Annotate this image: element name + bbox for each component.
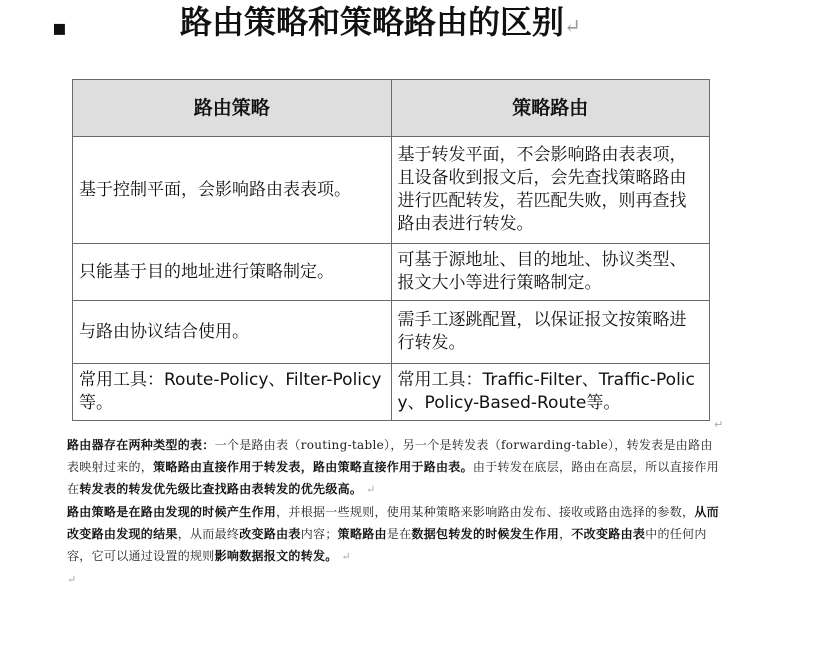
table-cell: 需手工逐跳配置，以保证报文按策略进行转发。 [391, 301, 710, 364]
table-end-mark-icon: ↵ [714, 418, 724, 431]
table-cell: 常用工具：Route-Policy、Filter-Policy等。 [73, 364, 392, 421]
table-header-row [73, 80, 710, 137]
header-policy-routing: 策略路由 [391, 80, 710, 137]
bullet-marker: ▪ [52, 16, 67, 41]
text-run: 一个是路由表（routing-table），另一个是转发表（forwarding-table），转发表是由路由表映射过来的， [67, 438, 713, 474]
table-row [73, 364, 710, 421]
page-title [180, 2, 581, 46]
text-run: ，从而最终 [177, 527, 240, 541]
text-run: 是在 [386, 527, 412, 541]
title-text: 路由策略和策略路由的区别 [180, 3, 565, 41]
bold-text-run: 路由策略是在路由发现的时候产生作用 [67, 505, 277, 519]
paragraph-mark-icon: ↵ [362, 483, 376, 496]
notes-section [67, 434, 722, 591]
paragraph-mark-icon: ↵ [67, 573, 77, 586]
table-cell: 只能基于目的地址进行策略制定。 [73, 244, 392, 301]
header-routing-policy: 路由策略 [73, 80, 392, 137]
table-row [73, 301, 710, 364]
bold-text-run: 数据包转发的时候发生作用 [411, 527, 560, 541]
bold-text-run: 策略路由直接作用于转发表，路由策略直接作用于路由表。 [153, 460, 473, 474]
table-row [73, 244, 710, 301]
paragraph-mark-icon: ↵ [564, 14, 581, 38]
bold-text-run: 改变路由表 [239, 527, 301, 541]
table-cell: 可基于源地址、目的地址、协议类型、报文大小等进行策略制定。 [391, 244, 710, 301]
table-cell: 基于转发平面，不会影响路由表表项，且设备收到报文后，会先查找策略路由进行匹配转发，若匹配失败，则再查找路由表进行转发。 [391, 137, 710, 244]
bold-text-run: 转发表的转发优先级比查找路由表转发的优先级高。 [79, 482, 363, 496]
bold-text-run: 影响数据报文的转发。 [214, 549, 338, 563]
comparison-table [72, 79, 710, 421]
bold-text-run: 从而改变路由发现的结果 [67, 505, 719, 541]
paragraph-mark-icon: ↵ [337, 550, 351, 563]
table-cell: 基于控制平面，会影响路由表表项。 [73, 137, 392, 244]
bold-text-run: 策略路由 [337, 527, 387, 541]
note-paragraph-difference [67, 501, 722, 568]
table-cell: 与路由协议结合使用。 [73, 301, 392, 364]
table-row [73, 137, 710, 244]
text-run: ，并根据一些规则，使用某种策略来影响路由发布、接收或路由选择的参数， [276, 505, 695, 519]
table-cell: 常用工具：Traffic-Filter、Traffic-Policy、Policy-Based-Route等。 [391, 364, 710, 421]
text-run: 内容； [300, 527, 338, 541]
text-run: ， [559, 527, 572, 541]
text-run: 由于转发在底层，路由在高层，所以直接作用在 [67, 460, 719, 496]
empty-paragraph [67, 568, 722, 591]
text-run: 中的任何内容，它可以通过设置的规则 [67, 527, 707, 563]
bold-text-run: 路由器存在两种类型的表： [67, 438, 215, 452]
note-paragraph-tables [67, 434, 722, 501]
bold-text-run: 不改变路由表 [571, 527, 646, 541]
